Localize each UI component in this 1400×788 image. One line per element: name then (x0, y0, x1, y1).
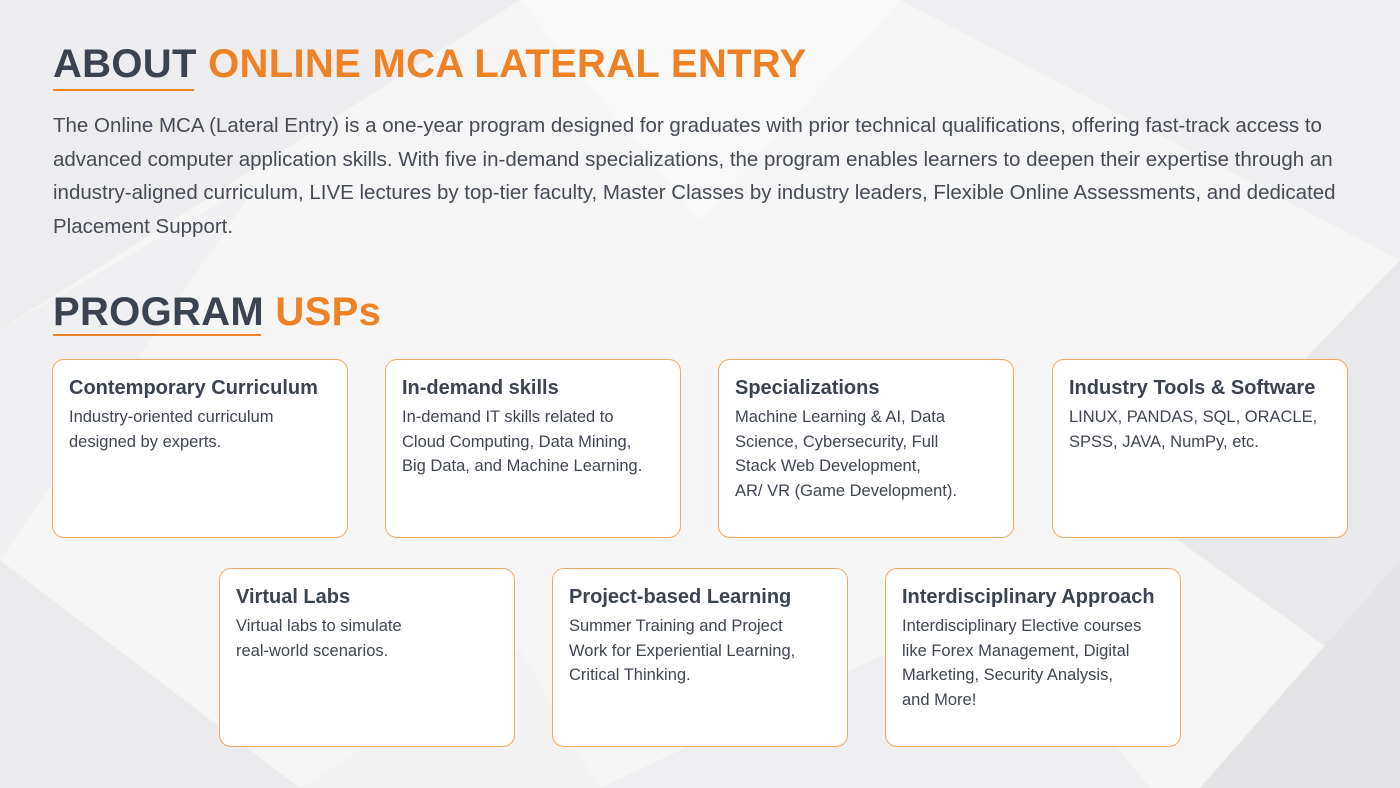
about-heading-accent: ONLINE MCA LATERAL ENTRY (208, 42, 807, 86)
usp-card-text: In-demand IT skills related to Cloud Computing, Data Mining, Big Data, and Machine Learning. (402, 408, 643, 476)
usp-card-specializations (718, 359, 1014, 538)
usp-card-virtual-labs (219, 568, 515, 747)
usp-heading-accent: USPs (275, 290, 382, 334)
usp-card-title: Virtual Labs (236, 586, 351, 608)
usp-card-industry-tools (1052, 359, 1348, 538)
usp-card-title: Contemporary Curriculum (69, 377, 318, 399)
usp-card-project-based-learning (552, 568, 848, 747)
usp-card-title: In-demand skills (402, 377, 559, 399)
about-intro-text: The Online MCA (Lateral Entry) is a one-year program designed for graduates with prior technical qualifications, offering fast-track access to advanced computer application skills. With five in-demand specializations, the program enables learners to deepen their expertise through an industry-aligned curriculum, LIVE lectures by top-tier faculty, Master Classes by industry leaders, Flexible Online Assessments, and dedicated Placement Support. (53, 114, 1336, 238)
usp-card-title: Project-based Learning (569, 586, 792, 608)
usp-card-interdisciplinary-approach (885, 568, 1181, 747)
usp-card-text: LINUX, PANDAS, SQL, ORACLE, SPSS, JAVA, NumPy, etc. (1069, 408, 1318, 451)
usp-card-text: Industry-oriented curriculum designed by experts. (69, 408, 274, 451)
usp-heading (53, 290, 381, 334)
usp-card-title: Specializations (735, 377, 880, 399)
usp-card-contemporary-curriculum (52, 359, 348, 538)
usp-card-title: Industry Tools & Software (1069, 377, 1316, 399)
usp-card-in-demand-skills (385, 359, 681, 538)
about-heading (53, 42, 806, 86)
usp-card-text: Machine Learning & AI, Data Science, Cybersecurity, Full Stack Web Development, AR/ VR (Game Development). (735, 408, 957, 501)
usp-card-text: Interdisciplinary Elective courses like Forex Management, Digital Marketing, Security Analysis, and More! (902, 617, 1142, 710)
usp-heading-dark: PROGRAM (53, 290, 264, 334)
usp-card-text: Summer Training and Project Work for Experiential Learning, Critical Thinking. (569, 617, 796, 685)
usp-heading-underline (53, 334, 261, 336)
usp-card-text: Virtual labs to simulate real-world scenarios. (236, 617, 402, 660)
usp-card-title: Interdisciplinary Approach (902, 586, 1155, 608)
about-heading-dark: ABOUT (53, 42, 197, 86)
about-heading-underline (53, 89, 194, 91)
